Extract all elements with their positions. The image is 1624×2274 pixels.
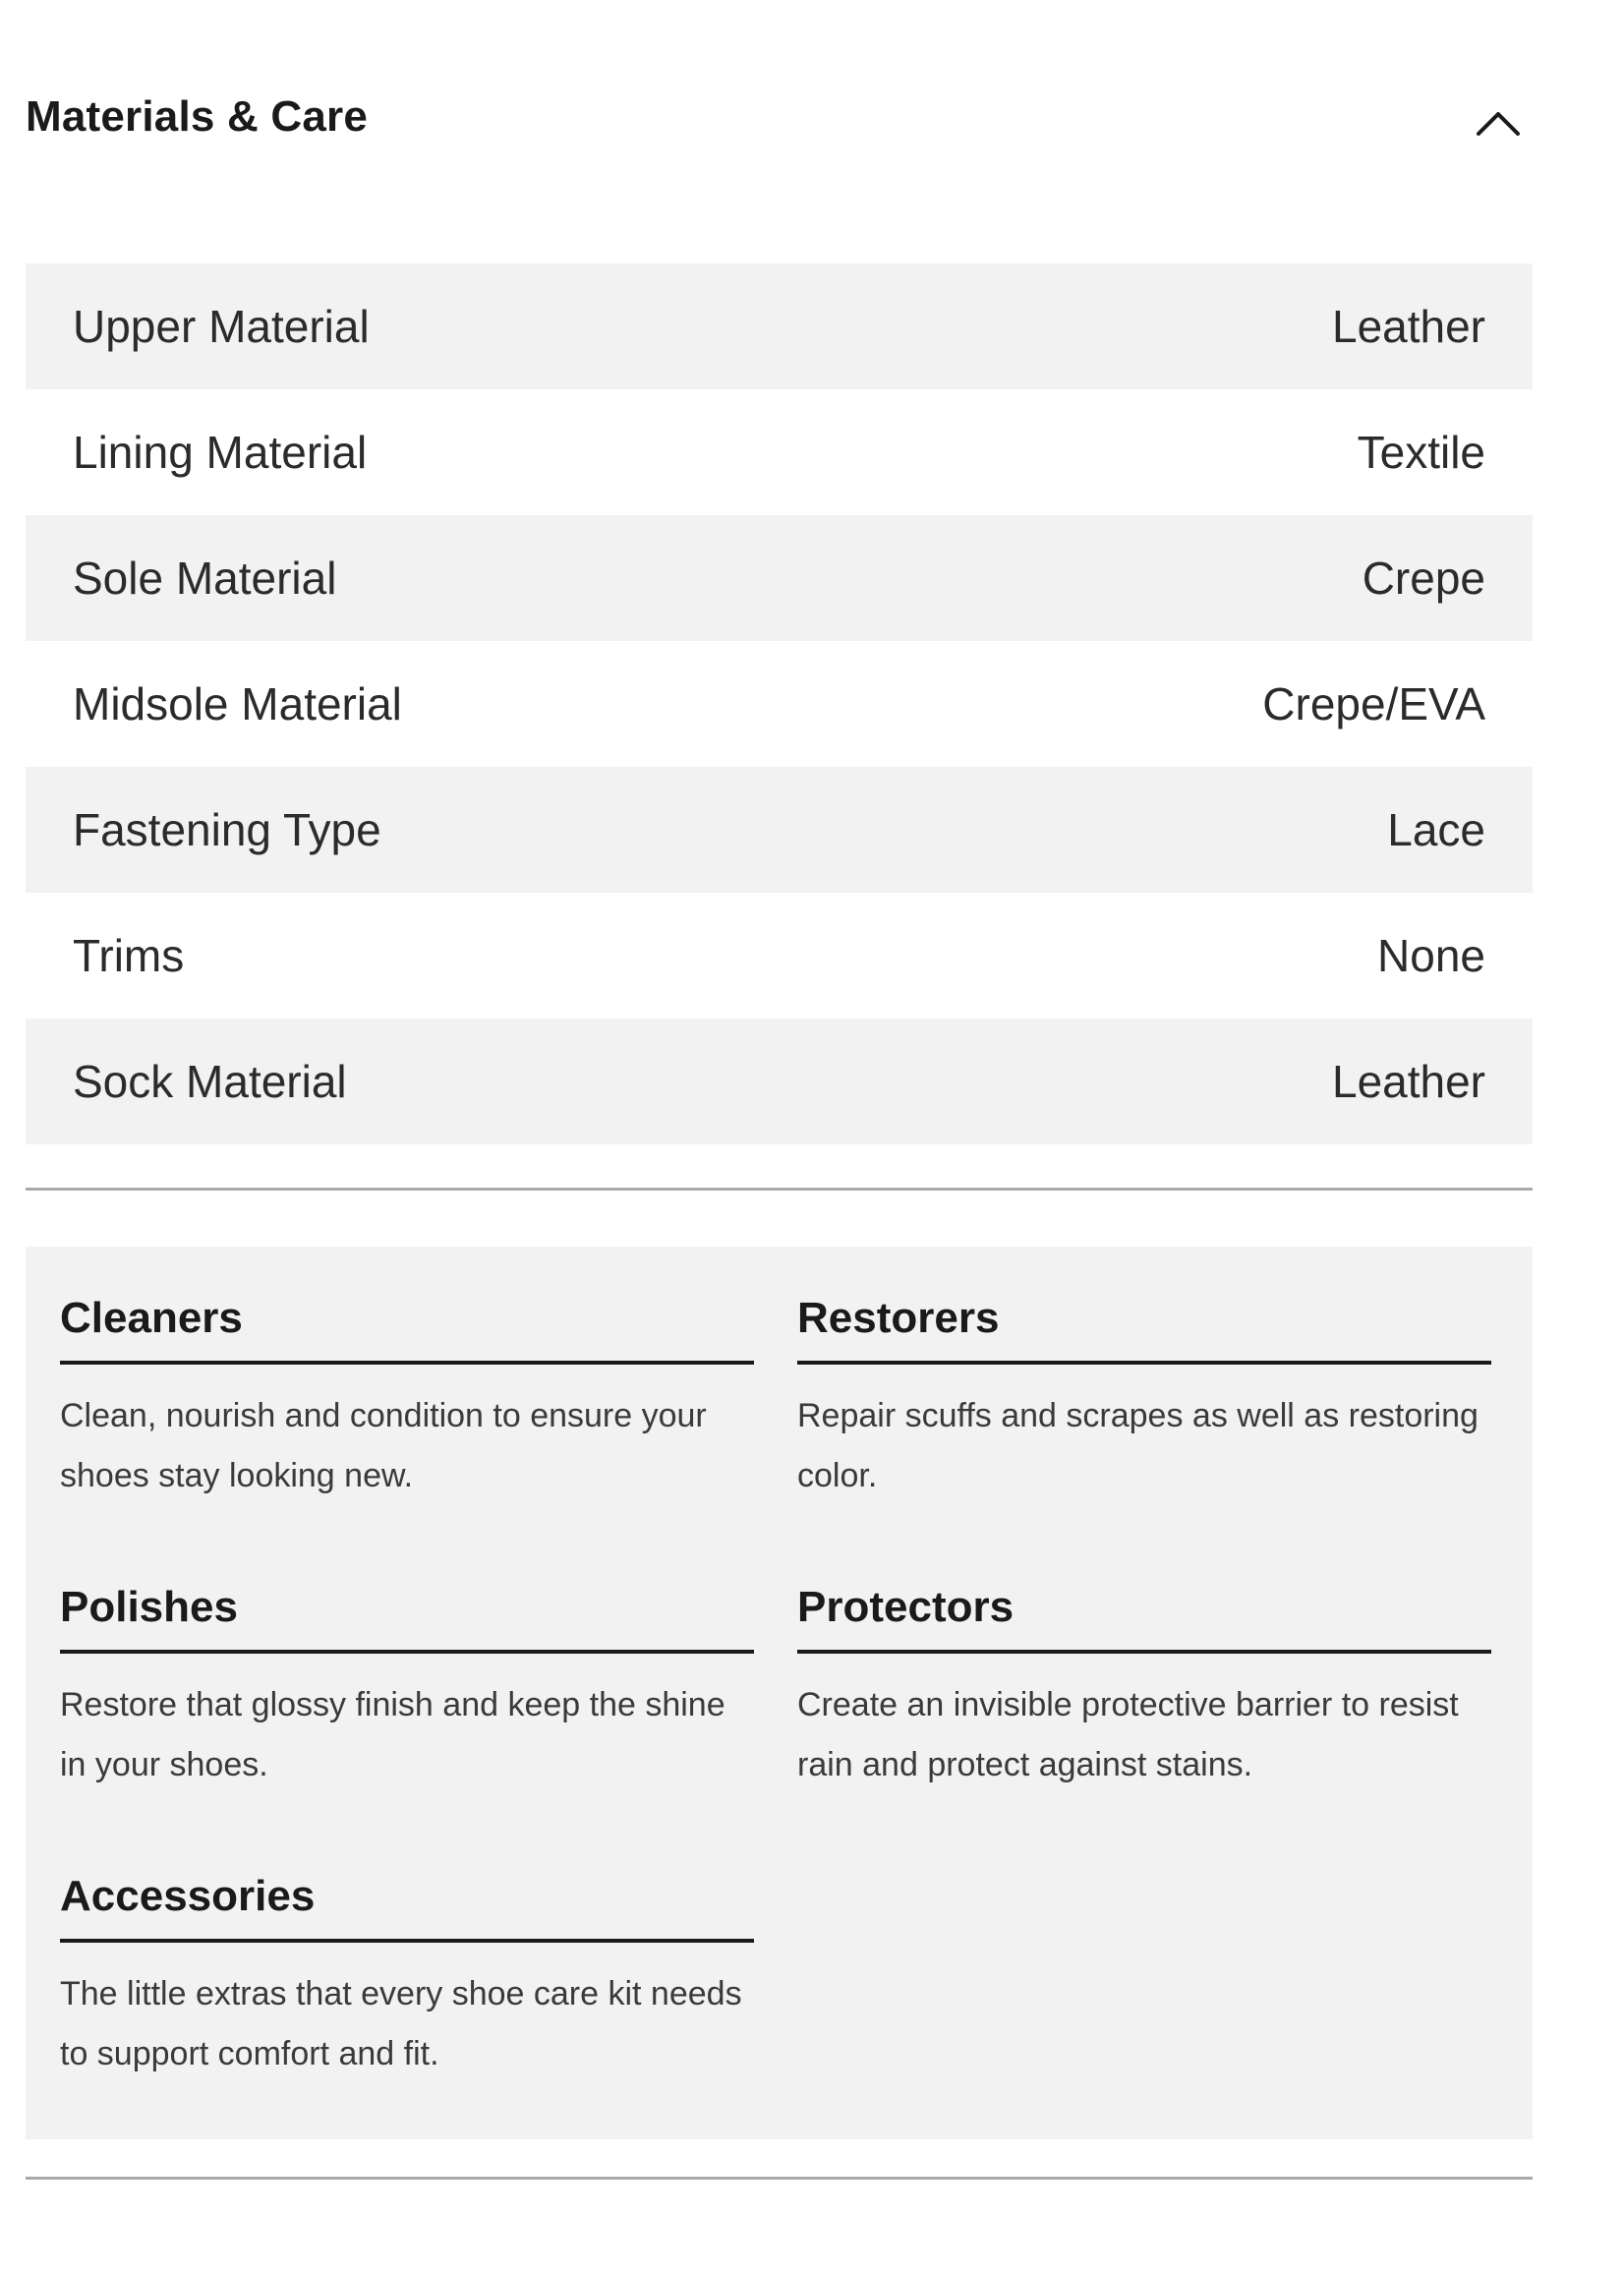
care-category-description: Restore that glossy finish and keep the shine in your shoes. — [60, 1686, 725, 1783]
care-category-description: The little extras that every shoe care kit needs to support comfort and fit. — [60, 1975, 742, 2072]
care-category-title: Polishes — [60, 1575, 754, 1654]
care-category-cleaners[interactable] — [60, 1286, 754, 1506]
spec-row-trims — [26, 893, 1533, 1019]
chevron-up-icon[interactable] — [1475, 108, 1522, 138]
care-category-description: Clean, nourish and condition to ensure your shoes stay looking new. — [60, 1397, 707, 1494]
spec-label: Fastening Type — [73, 804, 381, 855]
spec-value: Leather — [1331, 301, 1485, 352]
care-category-title: Protectors — [797, 1575, 1491, 1654]
spec-label: Trims — [73, 930, 185, 981]
section-divider — [26, 1188, 1533, 1191]
spec-value: Lace — [1387, 804, 1485, 855]
care-category-polishes[interactable] — [60, 1575, 754, 1795]
care-products-panel — [26, 1247, 1533, 2139]
materials-care-accordion-header[interactable] — [26, 79, 1510, 173]
spec-label: Sole Material — [73, 553, 337, 604]
spec-table — [26, 263, 1533, 1144]
care-category-title: Restorers — [797, 1286, 1491, 1365]
spec-label: Upper Material — [73, 301, 370, 352]
spec-value: Crepe — [1362, 553, 1485, 604]
spec-label: Sock Material — [73, 1056, 347, 1107]
care-category-restorers[interactable] — [797, 1286, 1491, 1506]
spec-label: Lining Material — [73, 427, 368, 478]
spec-label: Midsole Material — [73, 678, 402, 729]
care-category-protectors[interactable] — [797, 1575, 1491, 1795]
care-category-title: Accessories — [60, 1864, 754, 1943]
spec-row-sock-material — [26, 1019, 1533, 1144]
spec-row-midsole-material — [26, 641, 1533, 767]
care-category-description: Repair scuffs and scrapes as well as restoring color. — [797, 1397, 1479, 1494]
section-title: Materials & Care — [26, 92, 369, 141]
care-category-description: Create an invisible protective barrier to resist rain and protect against stains. — [797, 1686, 1459, 1783]
spec-value: Leather — [1331, 1056, 1485, 1107]
spec-row-lining-material — [26, 389, 1533, 515]
spec-value: Crepe/EVA — [1262, 678, 1485, 729]
spec-row-sole-material — [26, 515, 1533, 641]
care-category-accessories[interactable] — [60, 1864, 754, 2084]
spec-row-upper-material — [26, 263, 1533, 389]
spec-row-fastening-type — [26, 767, 1533, 893]
care-category-title: Cleaners — [60, 1286, 754, 1365]
spec-value: None — [1377, 930, 1485, 981]
section-divider — [26, 2177, 1533, 2180]
spec-value: Textile — [1357, 427, 1485, 478]
